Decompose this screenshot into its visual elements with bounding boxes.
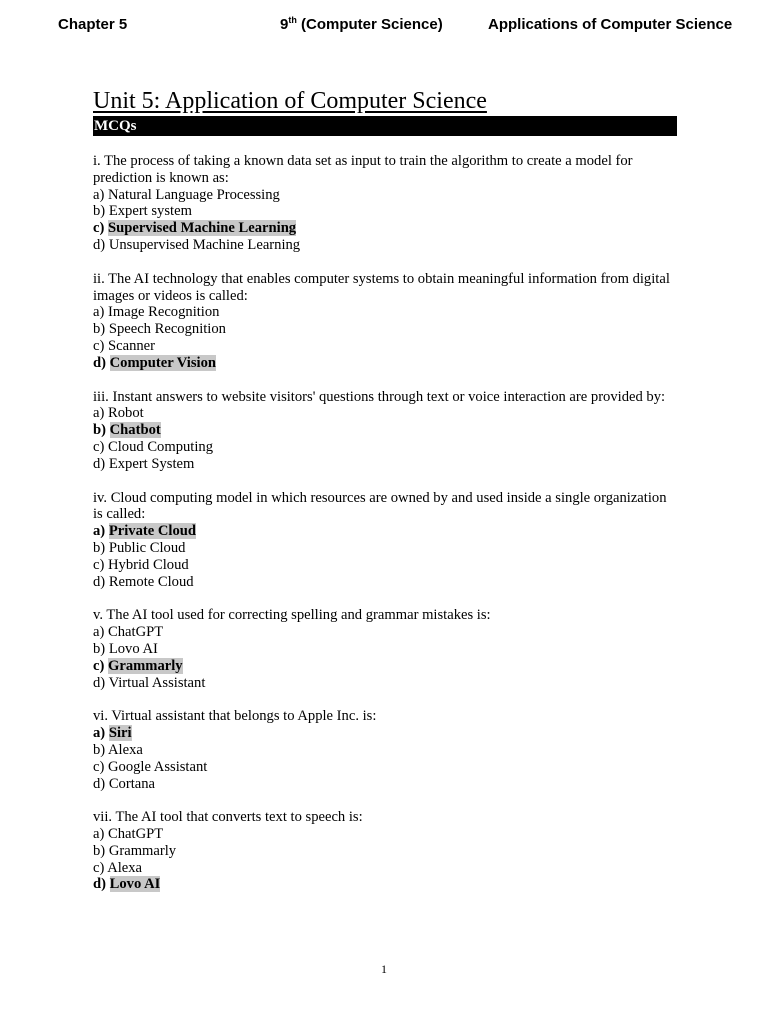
option-letter: d) [93,573,106,590]
option-b [93,843,677,860]
option-letter: a) [93,405,105,422]
section-label: Applications of Computer Science [488,16,733,33]
page-number: 1 [381,962,387,976]
option-text: Alexa [107,859,143,876]
option-a-correct-answer [93,725,677,742]
question-stem: v. The AI tool used for correcting spelling and grammar mistakes is: [93,607,491,624]
option-a-correct-answer [93,523,677,540]
chapter-label: Chapter 5 [58,16,128,33]
option-letter: a) [93,186,105,203]
question-block-5 [93,607,677,691]
option-d [93,574,677,591]
option-letter: d) [93,775,106,792]
option-letter: c) [93,758,105,775]
question-stem: iv. Cloud computing model in which resources are owned by and used inside a single organization is called: [93,489,667,523]
option-a [93,405,677,422]
question-stem: vii. The AI tool that converts text to speech is: [93,809,363,826]
option-d [93,237,677,254]
highlighted-answer: Computer Vision [109,354,217,371]
highlighted-answer: Lovo AI [109,876,161,893]
question-block-1 [93,153,677,254]
option-text: Natural Language Processing [108,186,280,203]
option-text: Remote Cloud [108,573,194,590]
question-block-2 [93,271,677,372]
option-d-correct-answer [93,355,677,372]
option-letter: c) [93,438,105,455]
option-c [93,439,677,456]
option-letter: d) [93,674,106,691]
option-letter: b) [93,741,106,758]
option-d [93,456,677,473]
option-letter: b) [93,422,106,439]
question-stem: iii. Instant answers to website visitors' questions through text or voice interaction are provided by: [93,388,666,405]
option-letter: a) [93,304,105,321]
option-letter: b) [93,321,106,338]
grade-suffix: th [288,15,297,25]
option-letter: c) [93,220,105,237]
option-letter: c) [93,556,105,573]
option-text: Cortana [108,775,156,792]
option-text: Grammarly [108,842,177,859]
option-d-correct-answer [93,876,677,893]
option-a [93,304,677,321]
option-c-correct-answer [93,220,677,237]
option-letter: d) [93,236,106,253]
option-letter: d) [93,354,106,371]
option-letter: a) [93,523,106,540]
option-text: Hybrid Cloud [108,556,189,573]
option-b [93,641,677,658]
option-letter: a) [93,624,105,641]
unit-title: Unit 5: Application of Computer Science [93,88,487,114]
highlighted-answer: Supervised Machine Learning [108,220,297,237]
option-letter: c) [93,859,105,876]
option-letter: b) [93,539,106,556]
mcqs-heading-bar: MCQs [93,116,677,136]
grade-subject: (Computer Science) [301,16,443,33]
option-b [93,540,677,557]
highlighted-answer: Grammarly [108,657,183,674]
question-stem: i. The process of taking a known data set as input to train the algorithm to create a model for prediction is known as: [93,153,633,186]
option-text: Virtual Assistant [108,674,206,691]
option-letter: b) [93,640,106,657]
option-letter: a) [93,826,105,843]
option-c [93,860,677,877]
question-block-7 [93,809,677,893]
option-text: Google Assistant [108,758,208,775]
option-c-correct-answer [93,658,677,675]
option-text: Scanner [108,337,156,354]
option-c [93,759,677,776]
page-header [0,14,768,38]
option-letter: c) [93,657,105,674]
option-a [93,624,677,641]
option-letter: b) [93,842,106,859]
option-b [93,321,677,338]
option-a [93,826,677,843]
option-text: Speech Recognition [108,321,226,338]
option-text: Expert System [108,455,195,472]
option-letter: d) [93,455,106,472]
option-text: Public Cloud [108,539,186,556]
option-c [93,338,677,355]
question-block-3 [93,389,677,473]
option-a [93,187,677,204]
option-letter: d) [93,876,106,893]
option-text: Robot [108,405,144,422]
question-block-4 [93,490,677,591]
option-text: Alexa [108,741,143,758]
document-body [93,86,677,893]
grade-number: 9 [280,16,289,33]
option-b [93,203,677,220]
option-text: Lovo AI [108,640,158,657]
highlighted-answer: Private Cloud [108,523,196,540]
option-letter: b) [93,203,106,220]
question-stem: ii. The AI technology that enables computer systems to obtain meaningful information from digital images or videos is called: [93,270,670,304]
option-b-correct-answer [93,422,677,439]
option-letter: c) [93,337,105,354]
option-text: Expert system [108,203,192,220]
option-text: Image Recognition [108,304,220,321]
option-text: ChatGPT [108,826,164,843]
question-block-6 [93,708,677,792]
highlighted-answer: Siri [108,725,132,742]
question-stem: vi. Virtual assistant that belongs to Apple Inc. is: [93,708,377,725]
highlighted-answer: Chatbot [109,422,161,439]
option-d [93,776,677,793]
option-d [93,675,677,692]
option-text: Unsupervised Machine Learning [108,236,301,253]
option-text: ChatGPT [108,624,164,641]
grade-subject-label [280,16,443,33]
option-b [93,742,677,759]
option-c [93,557,677,574]
option-letter: a) [93,725,106,742]
option-text: Cloud Computing [108,438,214,455]
